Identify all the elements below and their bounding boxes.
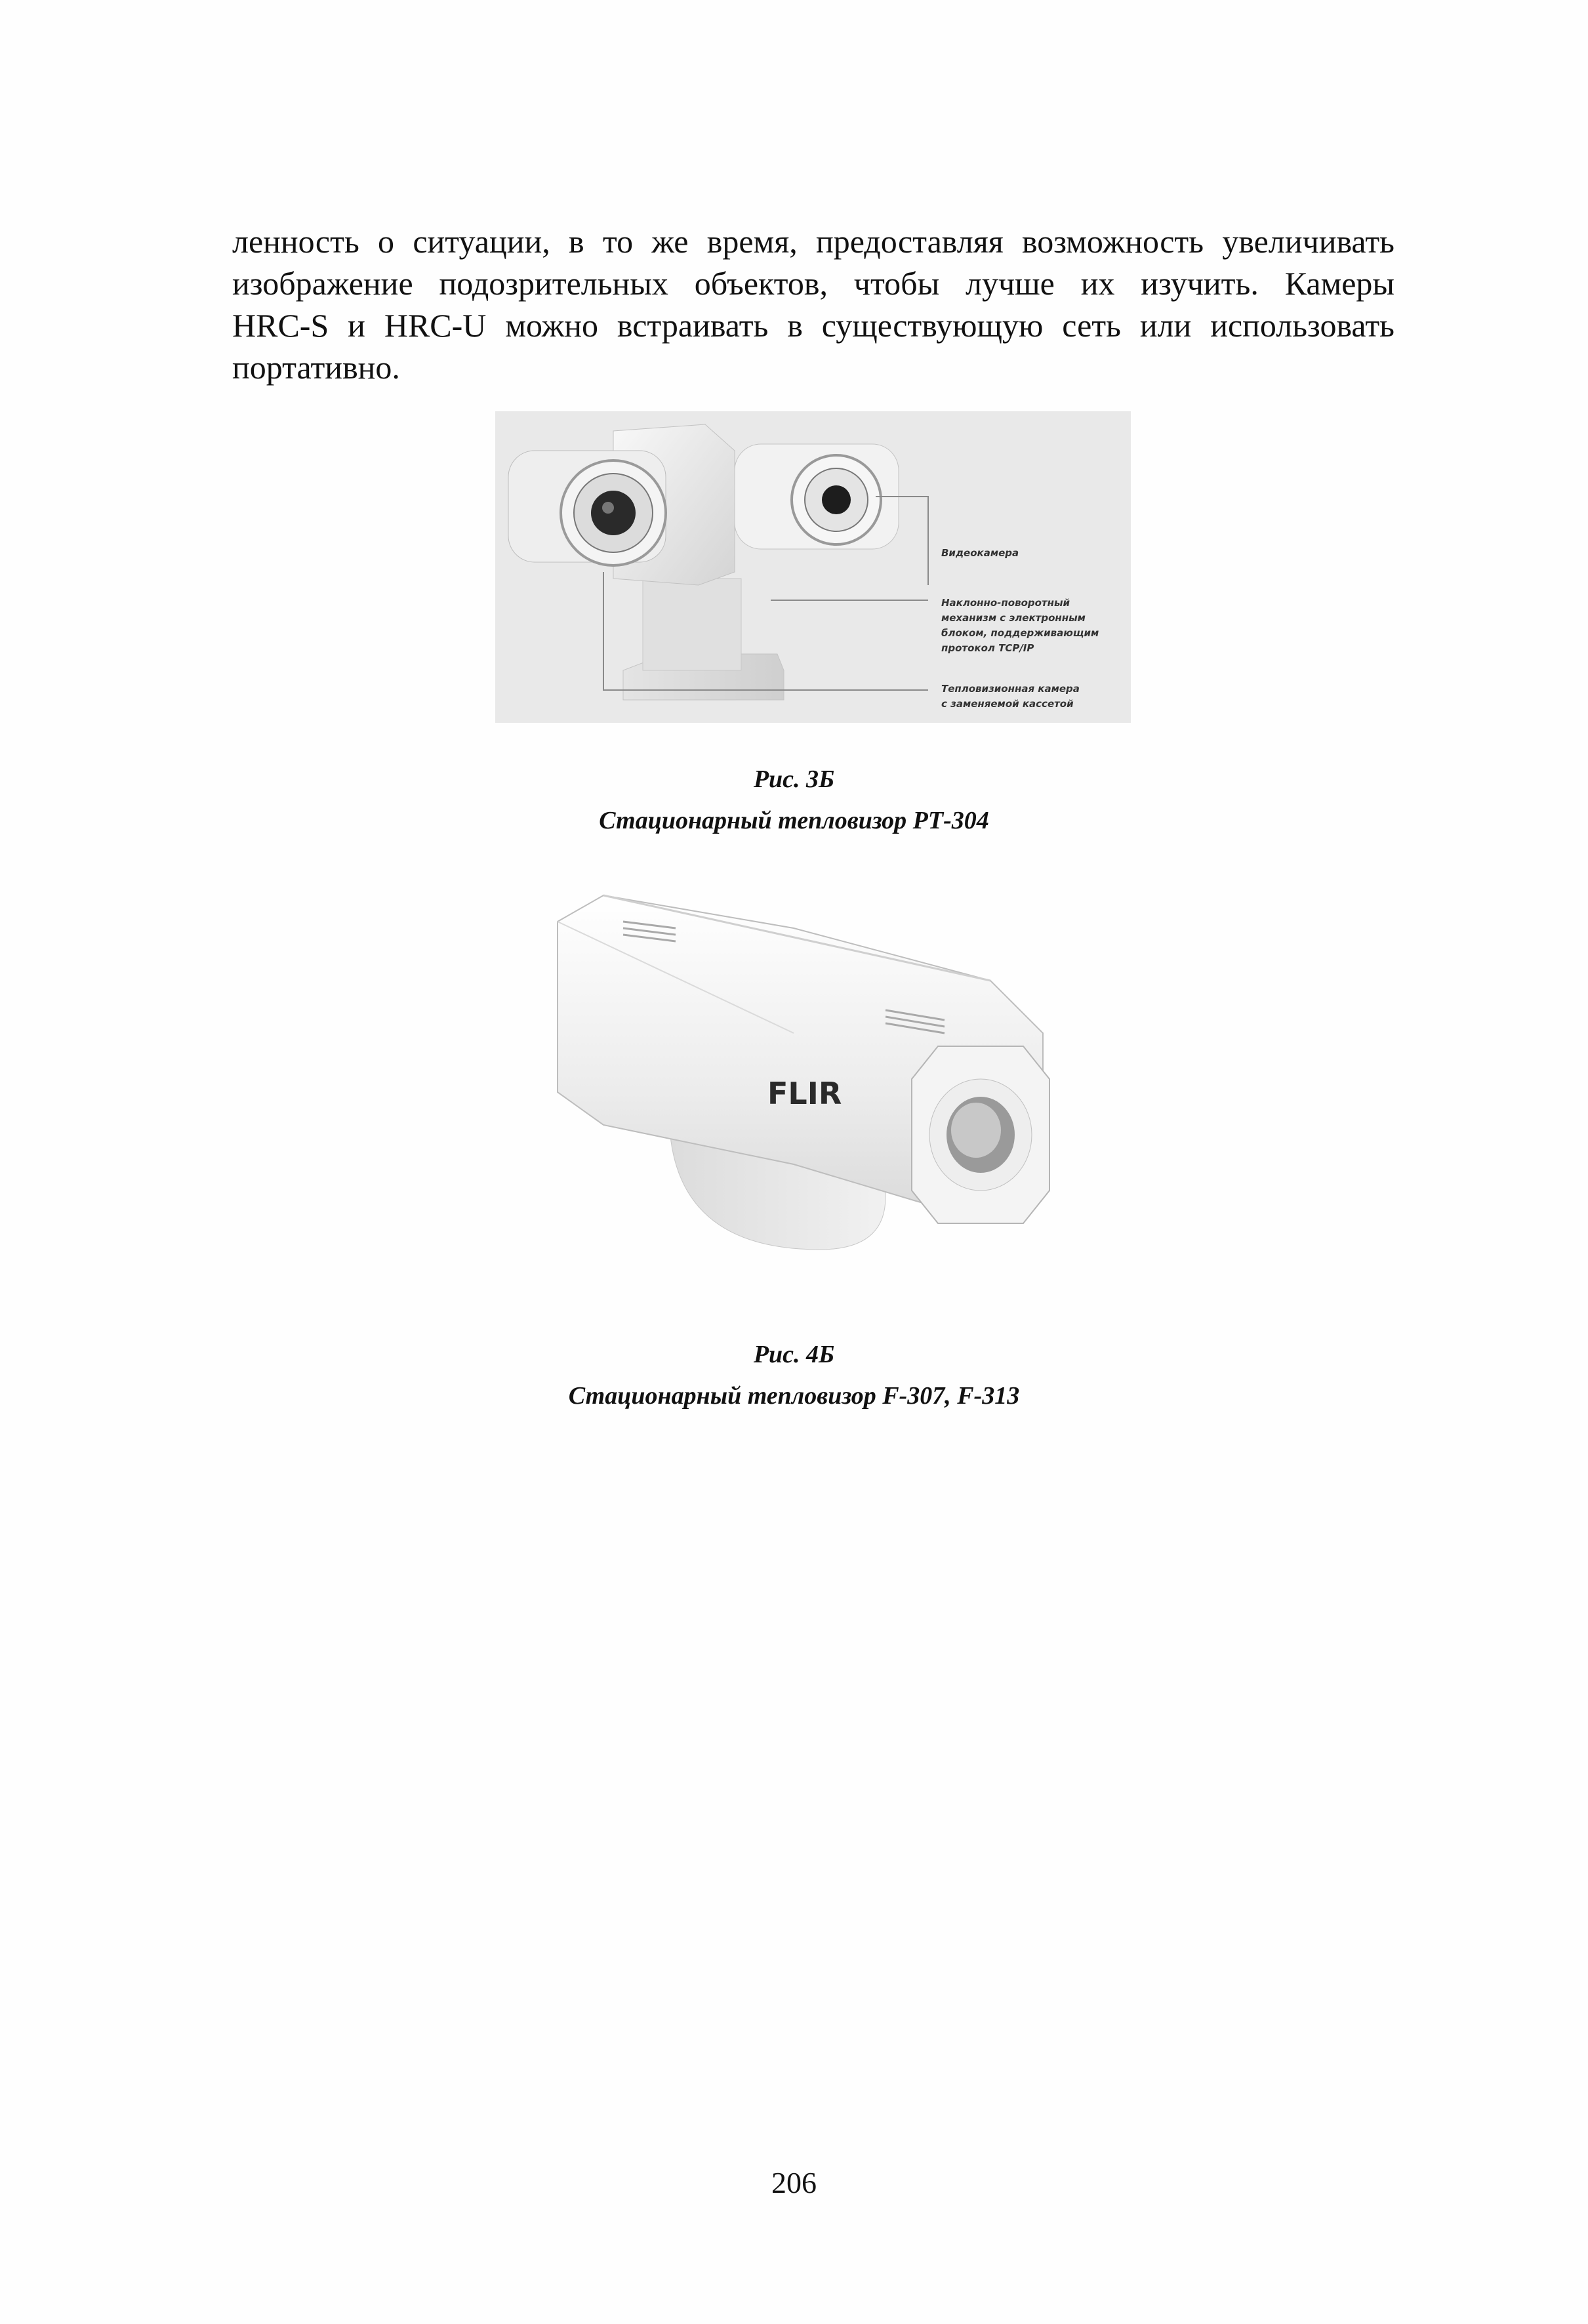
callout-pan-tilt: механизм с электронным <box>941 612 1086 624</box>
callout-pan-tilt: Наклонно-поворотный <box>941 597 1070 609</box>
page-number: 206 <box>771 2166 817 2199</box>
figure1-caption-label: Рис. 3Б <box>753 765 835 793</box>
figure1-caption-title: Стационарный тепловизор РТ-304 <box>599 807 989 834</box>
body-line: изображение подозрительных объектов, чтобы лучше их изучить. Камеры <box>232 265 1395 302</box>
flir-logo: FLIR <box>767 1076 842 1111</box>
body-line: HRC-S и HRC-U можно встраивать в существующую сеть или использовать <box>232 307 1395 344</box>
figure-pt304-image <box>495 411 1131 723</box>
callout-thermal-camera: Тепловизионная камера <box>941 683 1080 695</box>
f307-camera-illustration <box>518 882 1109 1289</box>
callout-pan-tilt: блоком, поддерживающим <box>941 627 1099 639</box>
callout-thermal-camera: с заменяемой кассетой <box>941 698 1074 710</box>
pt304-camera-illustration <box>495 411 1131 723</box>
callout-video-camera: Видеокамера <box>941 547 1019 559</box>
figure2-caption-label: Рис. 4Б <box>753 1341 835 1368</box>
body-line: портативно. <box>232 349 400 386</box>
body-paragraph <box>232 220 1395 388</box>
callout-pan-tilt: протокол TCP/IP <box>941 642 1034 654</box>
body-line: ленность о ситуации, в то же время, предоставляя возможность увеличивать <box>232 223 1395 260</box>
figure2-caption-title: Стационарный тепловизор F-307, F-313 <box>568 1382 1020 1410</box>
figure-f307-image <box>518 882 1109 1289</box>
